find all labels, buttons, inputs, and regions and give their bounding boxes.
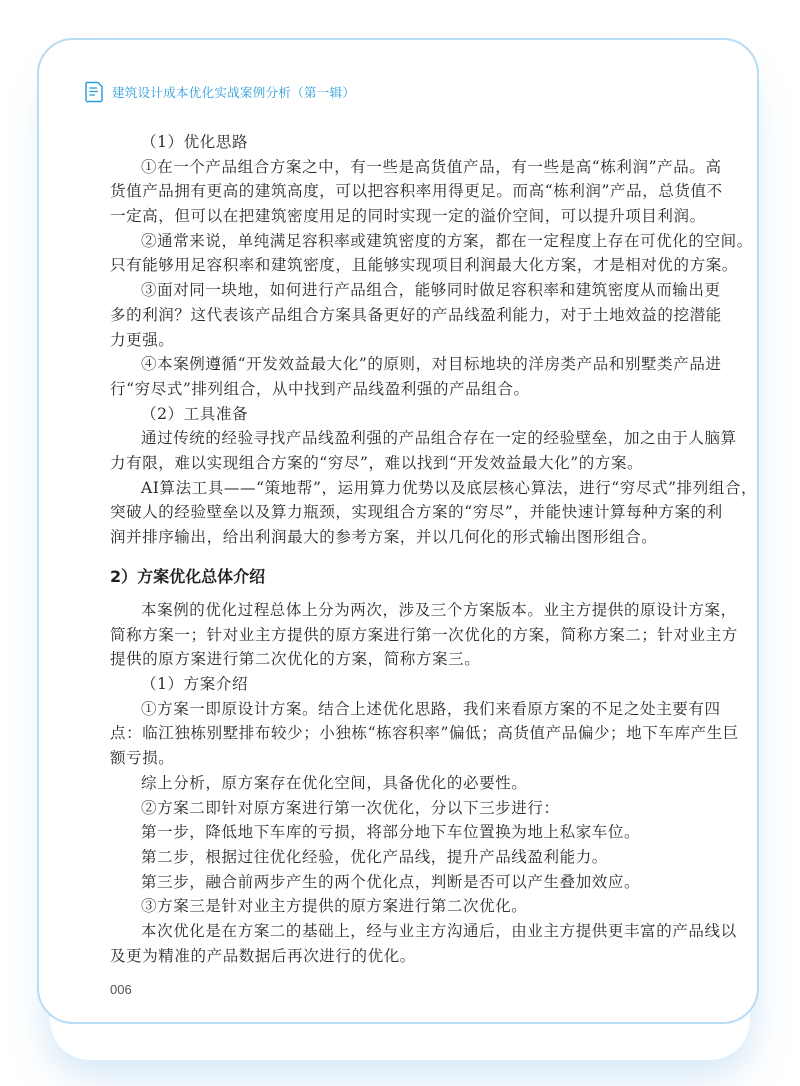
text-line: ②方案二即针对原方案进行第一次优化，分以下三步进行： (141, 798, 560, 817)
text-line: 综上分析，原方案存在优化空间，具备优化的必要性。 (141, 773, 528, 792)
paragraph (110, 130, 690, 155)
text-line: 通过传统的经验寻找产品线盈利强的产品组合存在一定的经验壁垒，加之由于人脑算 (141, 429, 737, 448)
paragraph (110, 697, 739, 771)
paragraph (110, 476, 758, 550)
text-line: 一定高，但可以在把建筑密度用足的同时实现一定的溢价空间，可以提升项目利润。 (110, 207, 706, 226)
page-number: 006 (110, 982, 132, 997)
paragraph (110, 919, 737, 968)
paragraph (110, 894, 690, 919)
text-line: AI算法工具——“策地帮”，运用算力优势以及底层核心算法，进行“穷尽式”排列组合， (141, 478, 758, 497)
paragraph (110, 155, 723, 229)
section-overall-introduction (110, 564, 739, 968)
text-line: （1）优化思路 (141, 133, 249, 151)
text-line: 简称方案一；针对业主方提供的原方案进行第一次优化的方案，简称方案二；针对业主方 (110, 625, 738, 644)
text-line: 提供的原方案进行第二次优化的方案，简称方案三。 (110, 650, 481, 669)
text-line: 本次优化是在方案二的基础上，经与业主方沟通后，由业主方提供更丰富的产品线以 (141, 921, 737, 940)
paragraph (110, 796, 690, 821)
text-line: 只有能够用足容积率和建筑密度，且能够实现项目利润最大化方案，才是相对优的方案。 (110, 256, 738, 275)
running-header (84, 80, 355, 104)
paragraph (110, 820, 690, 845)
paragraph (110, 845, 690, 870)
text-line: ③面对同一块地，如何进行产品组合，能够同时做足容积率和建筑密度从而输出更 (141, 281, 721, 300)
text-line: 第三步，融合前两步产生的两个优化点，判断是否可以产生叠加效应。 (141, 872, 641, 891)
document-icon (84, 81, 104, 103)
text-line: ①方案一即原设计方案。结合上述优化思路，我们来看原方案的不足之处主要有四 (141, 699, 721, 718)
text-line: 力更强。 (110, 330, 175, 349)
paragraph (110, 229, 753, 278)
text-line: 额亏损。 (110, 749, 175, 768)
text-line: ②通常来说，单纯满足容积率或建筑密度的方案，都在一定程度上存在可优化的空间。 (141, 231, 753, 250)
text-line: 第二步，根据过往优化经验，优化产品线，提升产品线盈利能力。 (141, 847, 608, 866)
text-line: 货值产品拥有更高的建筑高度，可以把容积率用得更足。而高“栋利润”产品，总货值不 (110, 182, 723, 201)
text-line: （2）工具准备 (141, 404, 249, 423)
paragraph (110, 352, 722, 401)
text-line: 突破人的经验壁垒以及算力瓶颈，实现组合方案的“穷尽”，并能快速计算每种方案的利 (110, 503, 723, 522)
text-line: （1）方案介绍 (141, 675, 249, 694)
paragraph (110, 278, 722, 352)
text-line: 行“穷尽式”排列组合，从中找到产品线盈利强的产品组合。 (110, 379, 530, 398)
text-line: 本案例的优化过程总体上分为两次，涉及三个方案版本。业主方提供的原设计方案， (141, 601, 737, 619)
paragraph (110, 598, 738, 672)
text-line: 第一步，降低地下车库的亏损，将部分地下车位置换为地上私家车位。 (141, 823, 641, 842)
paragraph (110, 672, 690, 697)
text-line: 及更为精准的产品数据后再次进行的优化。 (110, 946, 416, 965)
text-line: 多的利润？这代表该产品组合方案具备更好的产品线盈利能力，对于土地效益的挖潜能 (110, 305, 722, 324)
paragraph (110, 870, 690, 895)
text-line: 力有限，难以实现组合方案的“穷尽”，难以找到“开发效益最大化”的方案。 (110, 453, 644, 472)
paragraph (110, 402, 690, 427)
paragraph (110, 426, 737, 475)
book-title: 建筑设计成本优化实战案例分析（第一辑） (112, 85, 356, 100)
text-line: 润并排序输出，给出利润最大的参考方案，并以几何化的形式输出图形组合。 (110, 528, 658, 546)
section-heading: 2）方案优化总体介绍 (110, 567, 266, 586)
text-line: ③方案三是针对业主方提供的原方案进行第二次优化。 (141, 897, 528, 916)
section-optimization-ideas (110, 130, 758, 550)
text-line: ④本案例遵循“开发效益最大化”的原则，对目标地块的洋房类产品和别墅类产品进 (141, 355, 722, 374)
text-line: 点：临江独栋别墅排布较少；小独栋“栋容积率”偏低；高货值产品偏少；地下车库产生巨 (110, 724, 739, 743)
paragraph (110, 771, 690, 796)
text-line: ①在一个产品组合方案之中，有一些是高货值产品，有一些是高“栋利润”产品。高 (141, 157, 722, 176)
